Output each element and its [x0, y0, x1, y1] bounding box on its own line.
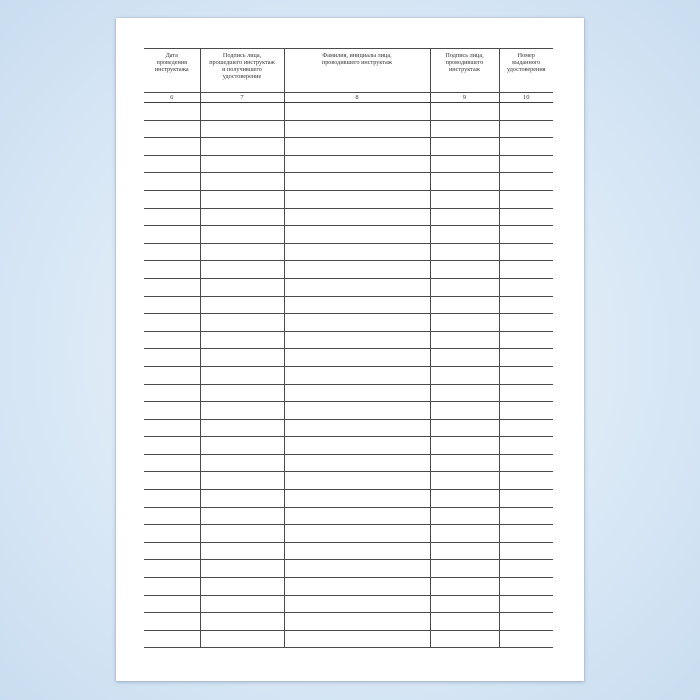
table-cell — [284, 261, 430, 279]
table-cell — [200, 190, 284, 208]
table-cell — [499, 331, 553, 349]
header-instructor-signature: Подпись лица, проводившего инструктаж — [430, 49, 499, 93]
table-cell — [499, 384, 553, 402]
table-row — [144, 349, 553, 367]
table-row — [144, 103, 553, 121]
table-cell — [430, 349, 499, 367]
table-cell — [499, 560, 553, 578]
table-cell — [144, 525, 200, 543]
table-cell — [499, 155, 553, 173]
table-cell — [499, 490, 553, 508]
table-cell — [144, 366, 200, 384]
table-row — [144, 138, 553, 156]
table-row — [144, 314, 553, 332]
table-cell — [499, 472, 553, 490]
table-cell — [499, 190, 553, 208]
table-cell — [284, 613, 430, 631]
table-row — [144, 454, 553, 472]
table-cell — [144, 613, 200, 631]
table-cell — [430, 402, 499, 420]
table-cell — [430, 578, 499, 596]
table-row — [144, 560, 553, 578]
column-number: 7 — [200, 93, 284, 103]
table-cell — [430, 226, 499, 244]
table-cell — [200, 437, 284, 455]
column-number-row — [144, 93, 553, 103]
table-cell — [430, 595, 499, 613]
table-cell — [430, 454, 499, 472]
table-row — [144, 278, 553, 296]
table-cell — [200, 454, 284, 472]
table-row — [144, 243, 553, 261]
table-cell — [144, 190, 200, 208]
table-cell — [430, 419, 499, 437]
table-cell — [200, 560, 284, 578]
table-cell — [430, 366, 499, 384]
table-row — [144, 155, 553, 173]
table-cell — [284, 490, 430, 508]
table-cell — [499, 525, 553, 543]
table-cell — [499, 402, 553, 420]
table-cell — [499, 595, 553, 613]
table-cell — [144, 454, 200, 472]
table-cell — [144, 419, 200, 437]
table-cell — [200, 331, 284, 349]
table-cell — [284, 595, 430, 613]
table-row — [144, 578, 553, 596]
table-cell — [144, 103, 200, 121]
table-cell — [430, 560, 499, 578]
column-number: 10 — [499, 93, 553, 103]
table-cell — [284, 525, 430, 543]
table-cell — [144, 120, 200, 138]
table-row — [144, 542, 553, 560]
table-cell — [499, 507, 553, 525]
table-cell — [284, 419, 430, 437]
table-cell — [430, 243, 499, 261]
table-row — [144, 366, 553, 384]
table-cell — [284, 120, 430, 138]
table-cell — [284, 560, 430, 578]
table-cell — [144, 331, 200, 349]
column-number: 9 — [430, 93, 499, 103]
table-body — [144, 103, 553, 648]
table-cell — [200, 296, 284, 314]
table-cell — [284, 278, 430, 296]
table-cell — [144, 243, 200, 261]
table-cell — [284, 472, 430, 490]
header-date: Дата проведения инструктажа — [144, 49, 200, 93]
table-cell — [284, 103, 430, 121]
table-cell — [144, 507, 200, 525]
table-cell — [200, 384, 284, 402]
table-cell — [430, 525, 499, 543]
table-cell — [499, 173, 553, 191]
table-cell — [144, 542, 200, 560]
table-cell — [200, 261, 284, 279]
table-cell — [284, 384, 430, 402]
table-row — [144, 507, 553, 525]
table-cell — [284, 155, 430, 173]
table-cell — [430, 331, 499, 349]
table-cell — [430, 103, 499, 121]
table-cell — [284, 173, 430, 191]
table-cell — [499, 120, 553, 138]
table-cell — [144, 314, 200, 332]
table-cell — [430, 384, 499, 402]
table-cell — [499, 261, 553, 279]
table-cell — [200, 103, 284, 121]
table-cell — [499, 578, 553, 596]
table-row — [144, 190, 553, 208]
table-cell — [284, 437, 430, 455]
table-cell — [499, 314, 553, 332]
table-cell — [430, 630, 499, 648]
table-cell — [499, 278, 553, 296]
table-cell — [200, 366, 284, 384]
table-cell — [144, 155, 200, 173]
table-cell — [499, 243, 553, 261]
table-cell — [200, 349, 284, 367]
table-cell — [430, 437, 499, 455]
table-cell — [284, 296, 430, 314]
table-cell — [144, 402, 200, 420]
table-cell — [144, 578, 200, 596]
table-cell — [284, 507, 430, 525]
table-row — [144, 419, 553, 437]
table-cell — [144, 173, 200, 191]
header-certificate-number: Номер выданного удостоверения — [499, 49, 553, 93]
table-cell — [200, 226, 284, 244]
table-cell — [200, 402, 284, 420]
header-row — [144, 49, 553, 93]
table-cell — [144, 278, 200, 296]
header-instructor-name: Фамилия, инициалы лица, проводившего инструктаж — [284, 49, 430, 93]
table-cell — [200, 419, 284, 437]
table-cell — [430, 173, 499, 191]
table-cell — [144, 261, 200, 279]
table-cell — [144, 560, 200, 578]
table-cell — [499, 437, 553, 455]
table-cell — [430, 472, 499, 490]
table-cell — [144, 226, 200, 244]
table-cell — [430, 542, 499, 560]
table-cell — [200, 472, 284, 490]
table-cell — [430, 190, 499, 208]
header-trainee-signature: Подпись лица, прошедшего инструктаж и получившего удостоверение — [200, 49, 284, 93]
table-row — [144, 120, 553, 138]
table-cell — [200, 314, 284, 332]
table-cell — [499, 613, 553, 631]
table-row — [144, 613, 553, 631]
table-row — [144, 173, 553, 191]
table-cell — [430, 314, 499, 332]
table-cell — [430, 155, 499, 173]
table-row — [144, 437, 553, 455]
table-row — [144, 490, 553, 508]
table-cell — [284, 226, 430, 244]
table-cell — [499, 226, 553, 244]
table-row — [144, 630, 553, 648]
table-row — [144, 595, 553, 613]
table-cell — [284, 138, 430, 156]
table-cell — [200, 613, 284, 631]
table-cell — [499, 542, 553, 560]
table-cell — [144, 630, 200, 648]
table-cell — [200, 120, 284, 138]
table-cell — [200, 542, 284, 560]
table-cell — [284, 314, 430, 332]
table-cell — [430, 261, 499, 279]
table-cell — [430, 278, 499, 296]
table-cell — [430, 613, 499, 631]
table-cell — [200, 490, 284, 508]
table-cell — [430, 208, 499, 226]
table-cell — [430, 490, 499, 508]
table-cell — [430, 296, 499, 314]
table-cell — [284, 243, 430, 261]
table-cell — [144, 208, 200, 226]
table-cell — [200, 208, 284, 226]
table-row — [144, 472, 553, 490]
table-cell — [200, 138, 284, 156]
table-row — [144, 208, 553, 226]
table-cell — [284, 402, 430, 420]
table-cell — [200, 507, 284, 525]
table-cell — [200, 578, 284, 596]
table-cell — [284, 331, 430, 349]
table-cell — [499, 349, 553, 367]
table-cell — [144, 490, 200, 508]
table-cell — [499, 208, 553, 226]
table-cell — [284, 190, 430, 208]
table-cell — [284, 366, 430, 384]
table-cell — [144, 595, 200, 613]
table-cell — [499, 103, 553, 121]
table-cell — [200, 243, 284, 261]
table-cell — [144, 138, 200, 156]
table-cell — [499, 366, 553, 384]
table-row — [144, 226, 553, 244]
table-cell — [499, 454, 553, 472]
table-cell — [284, 630, 430, 648]
table-cell — [144, 437, 200, 455]
table-cell — [430, 507, 499, 525]
table-row — [144, 331, 553, 349]
table-cell — [284, 208, 430, 226]
table-cell — [200, 525, 284, 543]
table-row — [144, 296, 553, 314]
table-cell — [200, 595, 284, 613]
table-row — [144, 261, 553, 279]
table-cell — [499, 138, 553, 156]
table-cell — [200, 173, 284, 191]
table-row — [144, 384, 553, 402]
table-cell — [144, 296, 200, 314]
table-cell — [499, 630, 553, 648]
table-cell — [144, 349, 200, 367]
table-cell — [200, 155, 284, 173]
table-cell — [284, 578, 430, 596]
table-cell — [144, 472, 200, 490]
table-cell — [284, 542, 430, 560]
table-cell — [284, 349, 430, 367]
column-number: 6 — [144, 93, 200, 103]
table-cell — [144, 384, 200, 402]
table-cell — [499, 419, 553, 437]
instruction-journal-table — [144, 48, 553, 648]
table-cell — [200, 630, 284, 648]
table-cell — [284, 454, 430, 472]
table-cell — [200, 278, 284, 296]
column-number: 8 — [284, 93, 430, 103]
table-row — [144, 402, 553, 420]
table-row — [144, 525, 553, 543]
table-cell — [430, 138, 499, 156]
table-cell — [430, 120, 499, 138]
table-cell — [499, 296, 553, 314]
